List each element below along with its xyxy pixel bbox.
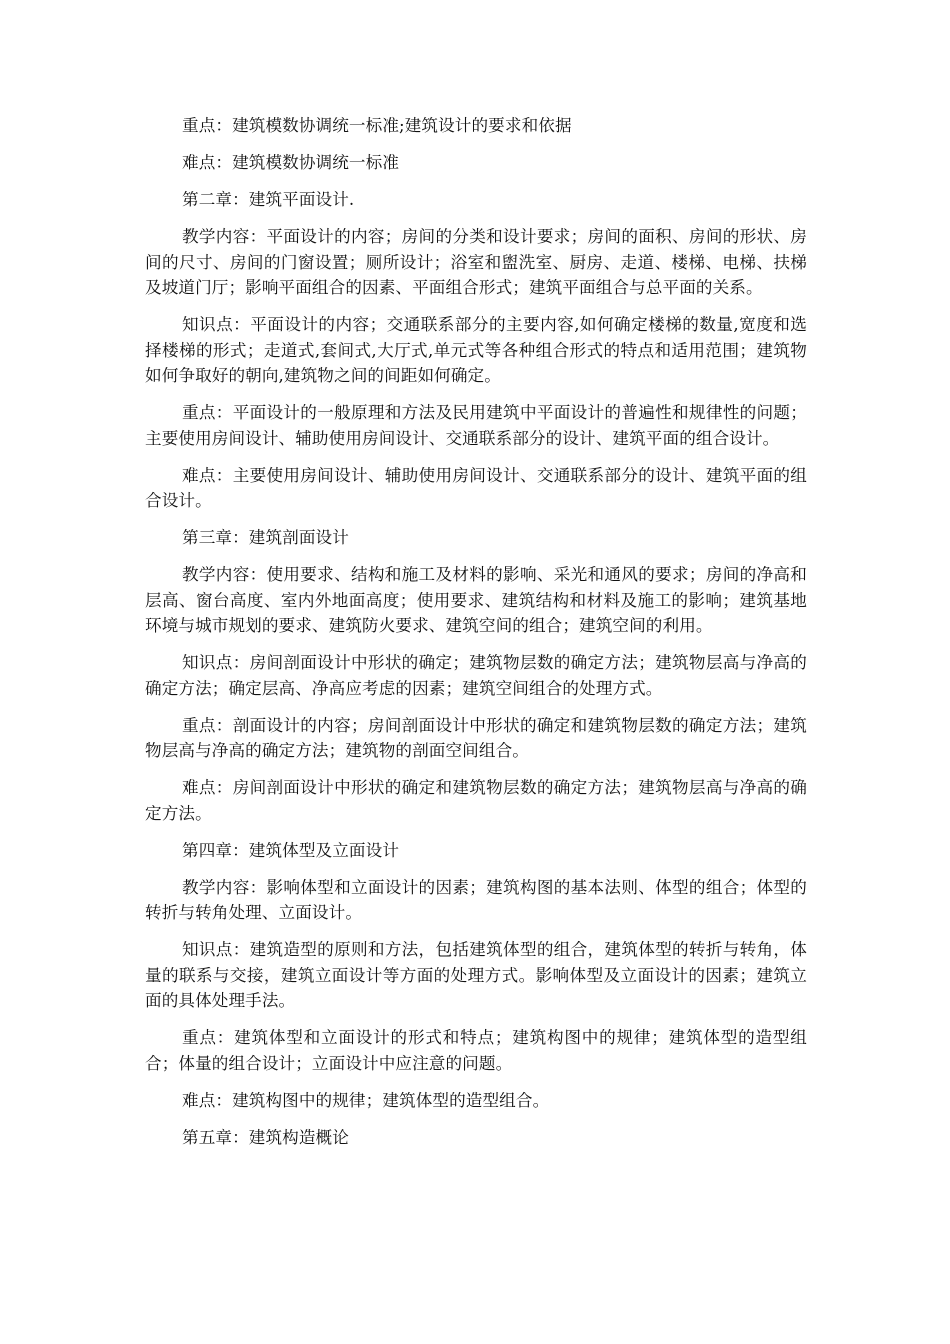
teaching-content-ch3: 教学内容：使用要求、结构和施工及材料的影响、采光和通风的要求；房间的净高和层高、窗台高度、室内外地面高度；使用要求、建筑结构和材料及施工的影响；建筑基地环境与城市规划的要求、建筑防火要求、建筑空间的组合；建筑空间的利用。 — [145, 565, 807, 635]
chapter-5-heading: 第五章：建筑构造概论 — [182, 1127, 349, 1147]
difficulties-ch2: 难点：主要使用房间设计、辅助使用房间设计、交通联系部分的设计、建筑平面的组合设计。 — [145, 465, 807, 510]
teaching-content-ch4: 教学内容：影响体型和立面设计的因素；建筑构图的基本法则、体型的组合；体型的转折与转角处理、立面设计。 — [145, 877, 807, 922]
key-points-ch3: 重点：剖面设计的内容；房间剖面设计中形状的确定和建筑物层数的确定方法；建筑物层高与净高的确定方法；建筑物的剖面空间组合。 — [145, 715, 807, 760]
key-points-ch2: 重点：平面设计的一般原理和方法及民用建筑中平面设计的普遍性和规律性的问题；主要使用房间设计、辅助使用房间设计、交通联系部分的设计、建筑平面的组合设计。 — [145, 403, 807, 448]
knowledge-points-ch2: 知识点：平面设计的内容；交通联系部分的主要内容,如何确定楼梯的数量,宽度和选择楼梯的形式；走道式,套间式,大厅式,单元式等各种组合形式的特点和适用范围；建筑物如何争取好的朝向,建筑物之间的间距如何确定。 — [145, 315, 807, 385]
key-points-ch4: 重点：建筑体型和立面设计的形式和特点；建筑构图中的规律；建筑体型的造型组合；体量的组合设计；立面设计中应注意的问题。 — [145, 1028, 807, 1073]
document-body — [145, 113, 807, 1162]
key-points-ch1: 重点：建筑模数协调统一标准;建筑设计的要求和依据 — [182, 116, 572, 135]
difficulties-ch1: 难点：建筑模数协调统一标准 — [182, 153, 400, 172]
knowledge-points-ch4: 知识点：建筑造型的原则和方法，包括建筑体型的组合，建筑体型的转折与转角，体量的联系与交接，建筑立面设计等方面的处理方式。影响体型及立面设计的因素；建筑立面的具体处理手法。 — [145, 940, 807, 1010]
teaching-content-ch2: 教学内容：平面设计的内容；房间的分类和设计要求；房间的面积、房间的形状、房间的尺寸、房间的门窗设置；厕所设计；浴室和盥洗室、厨房、走道、楼梯、电梯、扶梯及坡道门厅；影响平面组合的因素、平面组合形式；建筑平面组合与总平面的关系。 — [145, 227, 807, 297]
chapter-3-heading: 第三章：建筑剖面设计 — [182, 528, 349, 547]
knowledge-points-ch3: 知识点：房间剖面设计中形状的确定；建筑物层数的确定方法；建筑物层高与净高的确定方法；确定层高、净高应考虑的因素；建筑空间组合的处理方式。 — [145, 653, 807, 698]
chapter-2-heading: 第二章：建筑平面设计. — [182, 190, 355, 209]
difficulties-ch3: 难点：房间剖面设计中形状的确定和建筑物层数的确定方法；建筑物层高与净高的确定方法。 — [145, 778, 807, 823]
difficulties-ch4: 难点：建筑构图中的规律；建筑体型的造型组合。 — [182, 1090, 550, 1110]
chapter-4-heading: 第四章：建筑体型及立面设计 — [182, 840, 400, 860]
